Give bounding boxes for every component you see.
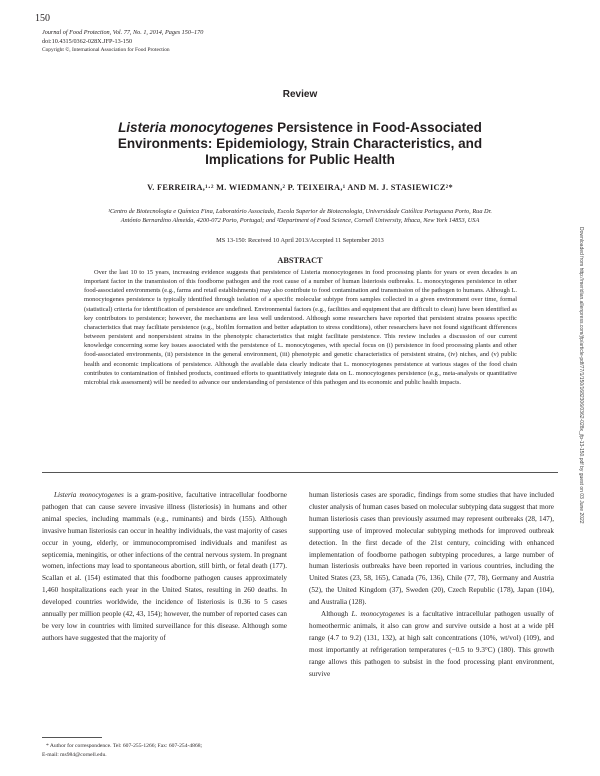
- journal-citation: Journal of Food Protection, Vol. 77, No. 1, 2014, Pages 150–170: [42, 29, 204, 36]
- abstract-heading: ABSTRACT: [277, 256, 323, 265]
- affiliations: [45, 207, 555, 225]
- section-label: Review: [282, 89, 318, 100]
- download-watermark: [576, 227, 586, 707]
- paragraph-text: is a gram-positive, facultative intracellular foodborne pathogen that can cause severe invasive illness (listeriosis) in humans and other animal species, including mammals (e.g., ruminants) and birds (155). Although invasive human listeriosis can occur in healthy individuals, the vast majority of cases occur in young, elderly, or immunocompromised individuals and manifest as septicemia, meningitis, or other infections of the central nervous system. In pregnant women, infections may lead to spontaneous abortion, still birth, or fetal death (177). Scallan et al. (154) estimated that this foodborne pathogen causes approximately 1,460 hospitalizations each year in the United States, resulting in 260 deaths. In developed countries worldwide, the incidence of listeriosis is 0.36 to 5 cases annually per million people (42, 43, 154); however, the number of reported cases can be very low in countries with limited surveillance for this disease. Although some authors have suggested that the majority of: [42, 491, 287, 642]
- download-note[interactable]: Downloaded from http://meridian.allenpress.com/jfp/article-pdf/77/1/150/1682306/0362-028x_jfp-13-150.pdf by guest on 03 June 2022: [578, 227, 584, 524]
- title-italic: Listeria monocytogenes: [118, 120, 274, 135]
- title-line2: Environments: Epidemiology, Strain Characteristics, and: [117, 136, 483, 151]
- paragraph-text: Although: [321, 610, 352, 619]
- body-column-right: [309, 490, 554, 681]
- footnote-divider: [42, 737, 102, 738]
- manuscript-info: MS 13-150: Received 10 April 2013/Accepted 11 September 2013: [216, 237, 384, 244]
- doi[interactable]: doi:10.4315/0362-028X.JFP-13-150: [42, 38, 133, 45]
- authors: V. FERREIRA,¹·² M. WIEDMANN,² P. TEIXEIRA,¹ AND M. J. STASIEWICZ²*: [147, 183, 453, 192]
- footnote: [42, 742, 287, 759]
- footnote-line2[interactable]: E-mail: ms984@cornell.edu.: [42, 751, 107, 758]
- paragraph-text: is a facultative intracellular pathogen usually of homeothermic animals, it also can grow and survive outside a host at a wide pH range (4.7 to 9.2) (131, 132), at high salt concentrations (10%, wt/vol) (109), and most importantly at refrigeration temperatures (−0.5 to 9.3°C) (180). This growth range allows this pathogen to subsist in the food processing plant environment, survive: [309, 610, 554, 678]
- article-title: [60, 120, 540, 168]
- title-line3: Implications for Public Health: [205, 152, 395, 167]
- species-name: L. monocytogenes: [351, 610, 405, 619]
- affiliation-line2: António Bernardino Almeida, 4200-072 Porto, Portugal; and ²Department of Food Science, Cornell University, Ithaca, New York 14853, USA: [120, 217, 480, 224]
- body-paragraph: [42, 490, 287, 645]
- species-name: Listeria monocytogenes: [54, 491, 124, 499]
- footnote-line1: * Author for correspondence. Tel: 607-255-1266; Fax: 607-254-4868;: [46, 743, 203, 749]
- abstract-text: Over the last 10 to 15 years, increasing evidence suggests that persistence of Listeria monocytogenes in food processing plants for years or even decades is an important factor in the transmission of this foodborne pathogen and the root cause of a number of human listeriosis outbreaks. L. monocytogenes persistence in other food-associated environments (e.g., farms and retail establishments) may also contribute to food contamination and transmission of the pathogen to humans. Although L. monocytogenes persistence is typically identified through isolation of a specific molecular subtype from samples collected in a given environment over time, formal (statistical) criteria for identification of persistence are undefined. Environmental factors (e.g., facilities and equipment that are difficult to clean) have been identified as key contributors to persistence; however, the mechanisms are less well understood. Although some researchers have reported that persistent strains possess specific characteristics that may facilitate persistence (e.g., biofilm formation and better adaptation to stress conditions), other researchers have not found significant differences between persistent and nonpersistent strains in the phenotypic characteristics that might facilitate persistence. This review includes a discussion of our current knowledge concerning some key issues associated with the persistence of L. monocytogenes, with special focus on (i) persistence in food processing plants and other food-associated environments, (ii) persistence in the general environment, (iii) phenotypic and genetic characteristics of persistent strains, (iv) niches, and (v) public health and economic implications of persistence. Although the available data clearly indicate that L. monocytogenes persistence at various stages of the food chain contributes to contamination of finished products, continued efforts to quantitatively integrate data on L. monocytogenes persistence (e.g., meta-analysis or quantitative microbial risk assessment) will be needed to advance our understanding of persistence of this pathogen and its economic and public health impacts.: [84, 269, 517, 386]
- section-divider: [42, 472, 558, 473]
- body-paragraph: human listeriosis cases are sporadic, findings from some studies that have included cluster analysis of human cases based on molecular subtyping data suggest that more human listeriosis cases than previously assumed may represent outbreaks (28, 147), supporting use of improved molecular subtyping methods for improved outbreak detection. In the first decade of the 21st century, coinciding with enhanced implementation of foodborne pathogen subtyping procedures, a large number of human listeriosis outbreaks have been reported in various countries, including the United States (23, 58, 165), Canada (76, 136), Chile (77, 78), Germany and Austria (52), the United Kingdom (37), Sweden (20), Czech Republic (178), Japan (104), and Australia (128).: [309, 491, 554, 607]
- title-line1: Persistence in Food-Associated: [273, 120, 482, 135]
- body-column-left: [42, 490, 287, 645]
- body-paragraph: [309, 609, 554, 680]
- affiliation-line1: ¹Centro de Biotecnologia e Química Fina, Laboratório Associado, Escola Superior de Biotecnologia, Universidade Católica Portuguesa Porto, Rua Dr.: [108, 208, 492, 215]
- copyright: Copyright ©, International Association for Food Protection: [42, 47, 170, 53]
- page-number: 150: [35, 13, 50, 24]
